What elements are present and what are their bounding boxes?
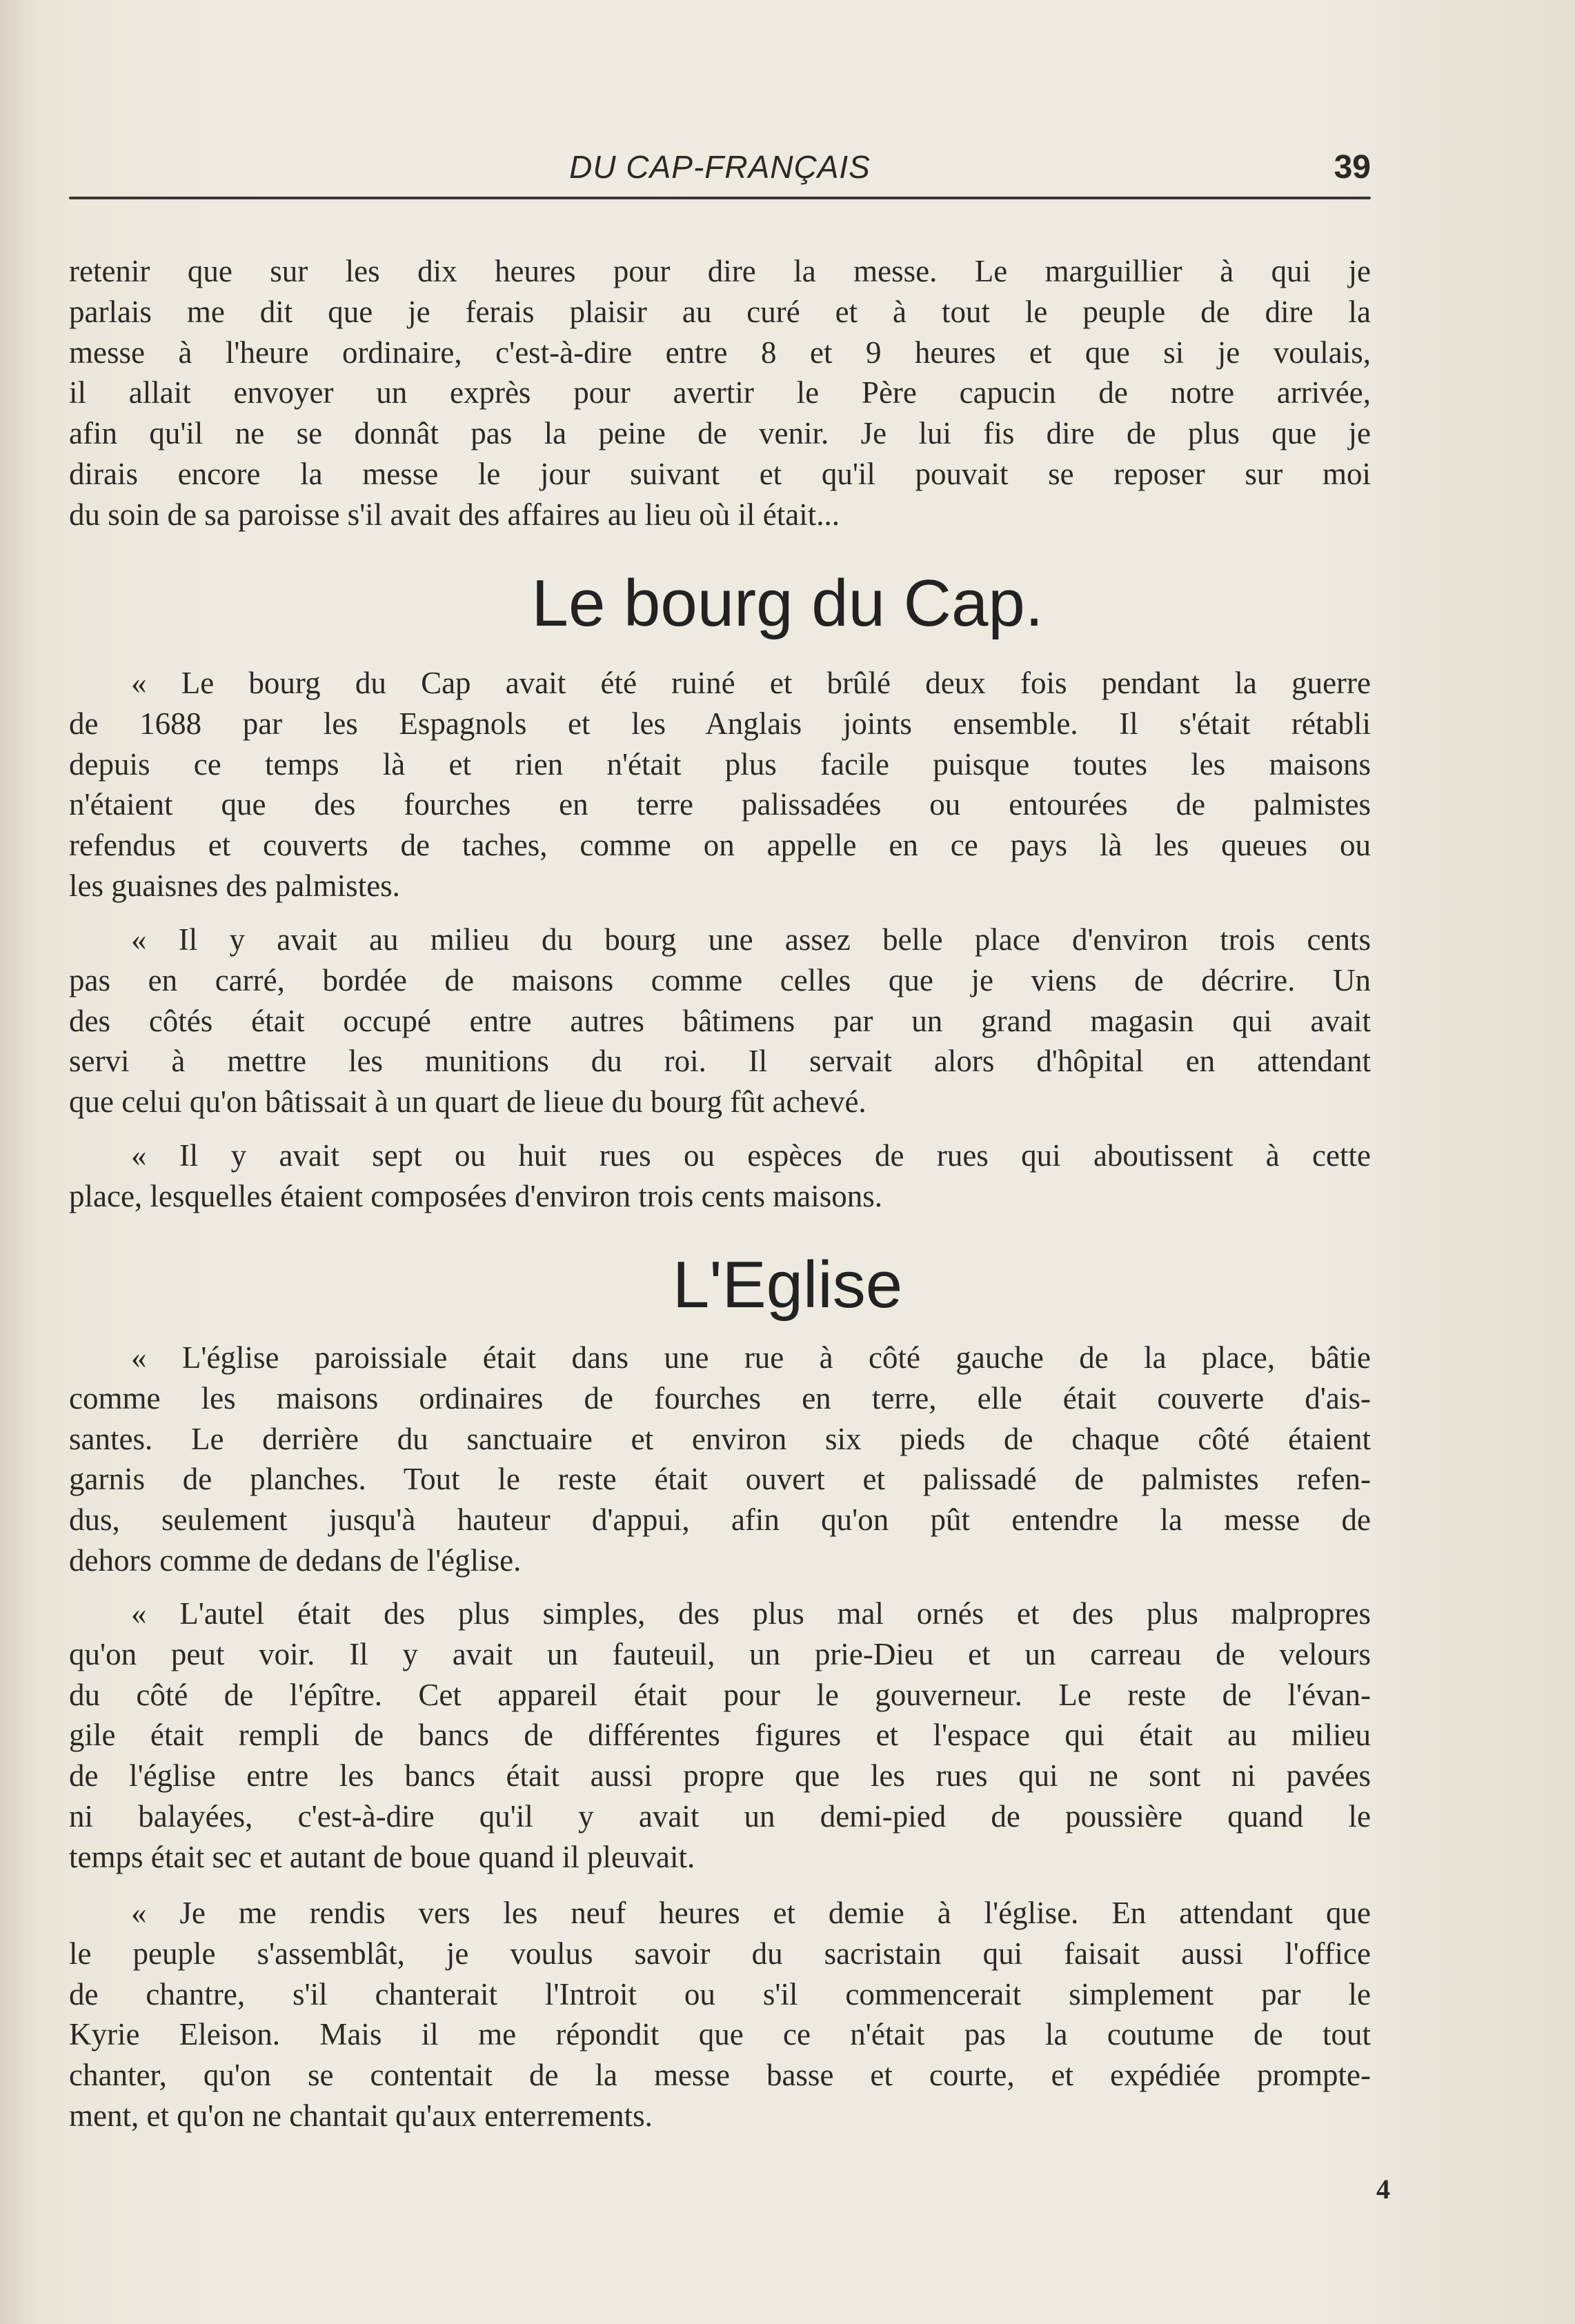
paragraph (69, 251, 1371, 535)
paragraph (69, 1135, 1371, 1217)
signature-mark: 4 (1376, 2174, 1390, 2205)
text-line: des côtés était occupé entre autres bâtimens par un grand magasin qui avait (69, 1003, 1371, 1038)
running-head-title: DU CAP-FRANÇAIS (569, 149, 871, 185)
text-line: le peuple s'assemblât, je voulus savoir du sacristain qui faisait aussi l'office (69, 1936, 1371, 1971)
text-line: chanter, qu'on se contentait de la messe basse et courte, et expédiée prompte- (69, 2058, 1371, 2093)
text-line: depuis ce temps là et rien n'était plus facile puisque toutes les maisons (69, 746, 1371, 782)
text-line: servi à mettre les munitions du roi. Il servait alors d'hôpital en attendant (69, 1044, 1371, 1079)
text-line: « L'autel était des plus simples, des plus mal ornés et des plus malpropres (131, 1596, 1371, 1631)
text-line: de chantre, s'il chanterait l'Introit ou s'il commencerait simplement par le (69, 1976, 1371, 2012)
text-line: retenir que sur les dix heures pour dire la messe. Le marguillier à qui je (69, 254, 1371, 288)
text-line: gile était rempli de bancs de différentes figures et l'espace qui était au milieu (69, 1718, 1371, 1753)
paragraph (69, 1338, 1371, 1581)
text-line: du soin de sa paroisse s'il avait des affaires au lieu où il était... (69, 497, 840, 532)
text-line: parlais me dit que je ferais plaisir au curé et à tout le peuple de dire la (69, 294, 1371, 329)
text-line: ni balayées, c'est-à-dire qu'il y avait un demi-pied de poussière quand le (69, 1798, 1371, 1834)
text-line: qu'on peut voir. Il y avait un fauteuil, un prie-Dieu et un carreau de velours (69, 1636, 1371, 1671)
section-heading-eglise: L'Eglise (672, 1248, 903, 1322)
text-line: « L'église paroissiale était dans une rue à côté gauche de la place, bâtie (131, 1340, 1371, 1375)
text-line: il allait envoyer un exprès pour avertir le Père capucin de notre arrivée, (69, 375, 1371, 410)
text-line: de 1688 par les Espagnols et les Anglais joints ensemble. Il s'était rétabli (69, 706, 1371, 741)
text-line: « Je me rendis vers les neuf heures et demie à l'église. En attendant que (131, 1896, 1371, 1930)
paragraph (69, 663, 1371, 906)
running-head (69, 148, 1371, 197)
paragraph (69, 1593, 1371, 1878)
paragraph (69, 920, 1371, 1122)
text-line: « Il y avait au milieu du bourg une assez belle place d'environ trois cents (131, 922, 1371, 957)
text-line: que celui qu'on bâtissait à un quart de lieue du bourg fût achevé. (69, 1084, 866, 1120)
text-line: santes. Le derrière du sanctuaire et environ six pieds de chaque côté étaient (69, 1421, 1371, 1456)
text-line: ment, et qu'on ne chantait qu'aux enterrements. (69, 2098, 653, 2133)
text-line: de l'église entre les bancs était aussi propre que les rues qui ne sont ni pavées (69, 1758, 1371, 1794)
text-line: place, lesquelles étaient composées d'environ trois cents maisons. (69, 1178, 883, 1213)
header-rule (69, 197, 1371, 199)
text-line: messe à l'heure ordinaire, c'est-à-dire entre 8 et 9 heures et que si je voulais, (69, 335, 1371, 370)
text-line: « Le bourg du Cap avait été ruiné et brûlé deux fois pendant la guerre (131, 666, 1371, 700)
text-line: Kyrie Eleison. Mais il me répondit que ce n'était pas la coutume de tout (69, 2017, 1371, 2052)
text-line: dirais encore la messe le jour suivant et qu'il pouvait se reposer sur moi (69, 456, 1371, 491)
text-line: pas en carré, bordée de maisons comme celles que je viens de décrire. Un (69, 962, 1371, 997)
text-line: comme les maisons ordinaires de fourches en terre, elle était couverte d'ais- (69, 1380, 1371, 1416)
paragraph (69, 1893, 1371, 2136)
text-line: dehors comme de dedans de l'église. (69, 1542, 522, 1578)
text-line: garnis de planches. Tout le reste était ouvert et palissadé de palmistes refen- (69, 1462, 1371, 1497)
text-line: temps était sec et autant de boue quand il pleuvait. (69, 1839, 695, 1874)
text-line: n'étaient que des fourches en terre palissadées ou entourées de palmistes (69, 787, 1371, 822)
section-heading-bourg: Le bourg du Cap. (531, 566, 1044, 640)
page-number: 39 (1334, 149, 1371, 186)
text-line: dus, seulement jusqu'à hauteur d'appui, afin qu'on pût entendre la messe de (69, 1502, 1371, 1538)
text-line: refendus et couverts de taches, comme on appelle en ce pays là les queues ou (69, 828, 1371, 863)
text-line: les guaisnes des palmistes. (69, 868, 400, 903)
text-line: afin qu'il ne se donnât pas la peine de venir. Je lui fis dire de plus que je (69, 416, 1371, 451)
text-line: du côté de l'épître. Cet appareil était pour le gouverneur. Le reste de l'évan- (69, 1677, 1371, 1712)
text-line: « Il y avait sept ou huit rues ou espèces de rues qui aboutissent à cette (131, 1138, 1371, 1173)
